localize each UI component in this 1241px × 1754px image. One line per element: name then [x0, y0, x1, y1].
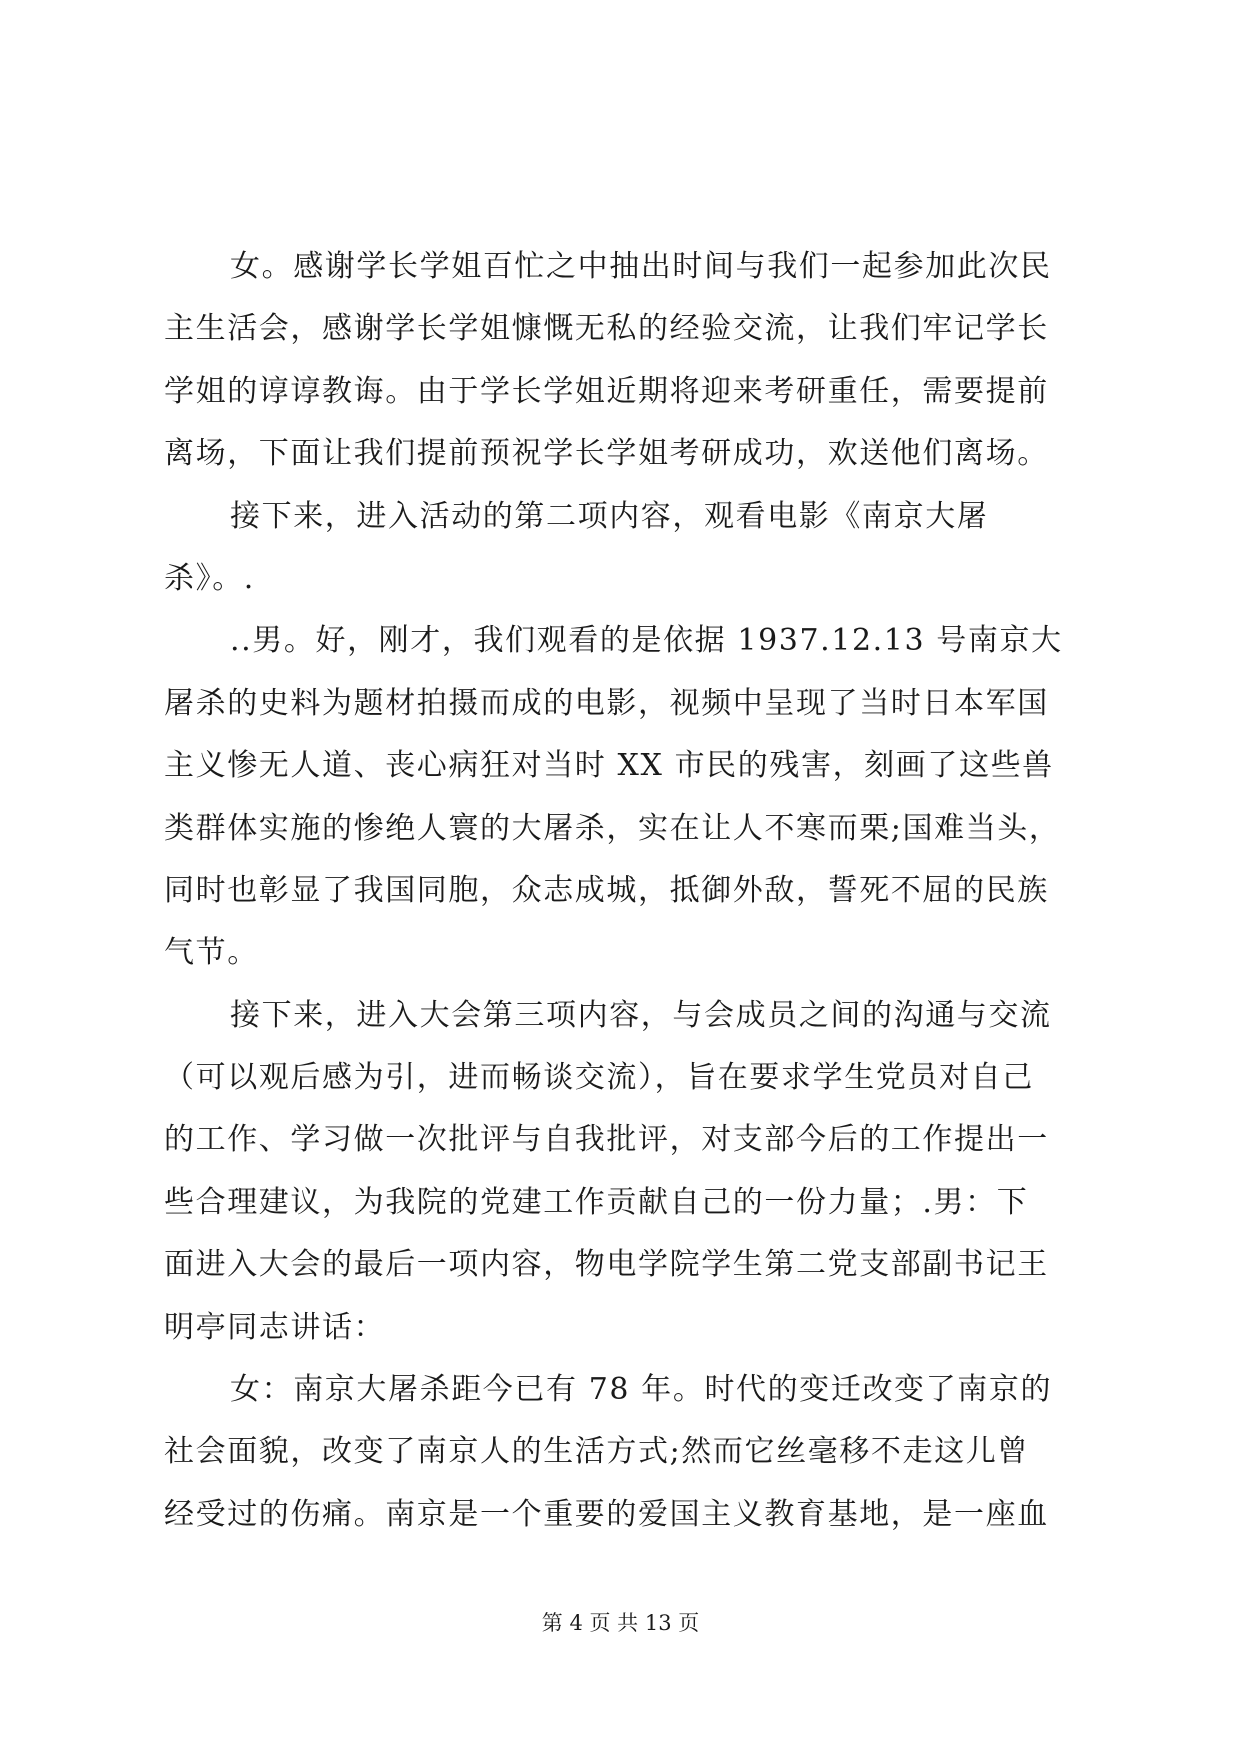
text-line: 经受过的伤痛。南京是一个重要的爱国主义教育基地，是一座血 — [164, 1496, 1049, 1532]
text-line: 的工作、学习做一次批评与自我批评，对支部今后的工作提出一 — [164, 1122, 1049, 1158]
text-line: 类群体实施的惨绝人寰的大屠杀，实在让人不寒而栗;国难当头， — [164, 810, 1061, 846]
text-line: 明亭同志讲话： — [164, 1309, 386, 1345]
text-line: 气节。 — [164, 935, 259, 971]
body-text — [164, 236, 1076, 1546]
text-line: （可以观后感为引，进而畅谈交流），旨在要求学生党员对自己 — [164, 1060, 1034, 1096]
text-line: 离场，下面让我们提前预祝学长学姐考研成功，欢送他们离场。 — [164, 436, 1049, 472]
text-line: 杀》。. — [164, 560, 255, 596]
text-line: 社会面貌，改变了南京人的生活方式;然而它丝毫移不走这儿曾 — [164, 1434, 1029, 1470]
text-line: 主生活会，感谢学长学姐慷慨无私的经验交流，让我们牢记学长 — [164, 311, 1049, 347]
text-line: 学姐的谆谆教诲。由于学长学姐近期将迎来考研重任，需要提前 — [164, 373, 1049, 409]
page-number-footer: 第 4 页 共 13 页 — [541, 1611, 700, 1635]
text-line: ..男。好，刚才，我们观看的是依据 1937.12.13 号南京大 — [230, 623, 1063, 659]
text-line: 同时也彰显了我国同胞，众志成城，抵御外敌，誓死不屈的民族 — [164, 872, 1049, 908]
text-line: 女。感谢学长学姐百忙之中抽出时间与我们一起参加此次民 — [230, 249, 1052, 284]
text-line: 面进入大会的最后一项内容，物电学院学生第二党支部副书记王 — [164, 1247, 1049, 1283]
text-line: 接下来，进入大会第三项内容，与会成员之间的沟通与交流 — [230, 997, 1052, 1033]
text-line: 些合理建议，为我院的党建工作贡献自己的一份力量；.男：下 — [164, 1184, 1029, 1220]
text-line: 女：南京大屠杀距今已有 78 年。时代的变迁改变了南京的 — [230, 1372, 1053, 1408]
text-line: 屠杀的史料为题材拍摄而成的电影，视频中呈现了当时日本军国 — [164, 685, 1049, 721]
text-line: 主义惨无人道、丧心病狂对当时 XX 市民的残害，刻画了这些兽 — [164, 748, 1054, 784]
text-line: 接下来，进入活动的第二项内容，观看电影《南京大屠 — [230, 498, 989, 534]
